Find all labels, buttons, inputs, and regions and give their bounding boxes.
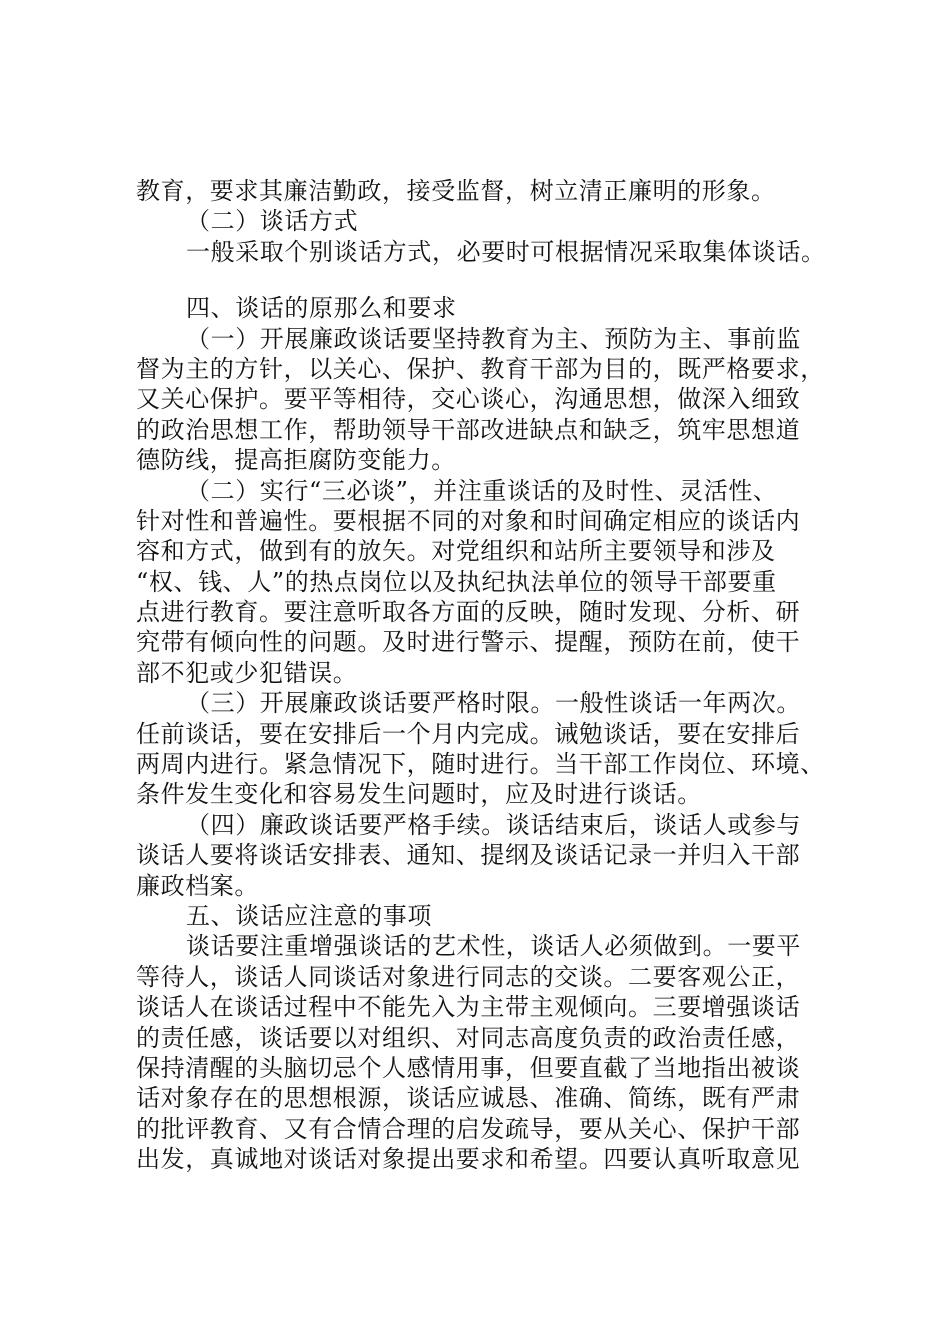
text-line: 任前谈话，要在安排后一个月内完成。诫勉谈话，要在安排后: [136, 719, 801, 748]
text-line: 谈话人要将谈话安排表、通知、提纲及谈话记录一并归入干部: [136, 841, 801, 870]
text-line: 容和方式，做到有的放矢。对党组织和站所主要领导和涉及: [136, 537, 776, 566]
text-line: 针对性和普遍性。要根据不同的对象和时间确定相应的谈话内: [136, 506, 801, 535]
text-line: 究带有倾向性的问题。及时进行警示、提醒，预防在前，使干: [136, 628, 801, 657]
document-body: [136, 176, 836, 1175]
text-line: 德防线，提高拒腐防变能力。: [136, 446, 456, 475]
text-line: （一）开展廉政谈话要坚持教育为主、预防为主、事前监: [186, 324, 801, 353]
text-line: （三）开展廉政谈话要严格时限。一般性谈话一年两次。: [186, 689, 801, 718]
text-line: 条件发生变化和容易发生问题时，应及时进行谈话。: [136, 780, 702, 809]
text-line: 两周内进行。紧急情况下，随时进行。当干部工作岗位、环境、: [136, 750, 825, 779]
text-line: 的责任感，谈话要以对组织、对同志高度负责的政治责任感，: [136, 1023, 801, 1052]
text-line: 等待人，谈话人同谈话对象进行同志的交谈。二要客观公正，: [136, 962, 801, 991]
text-line: 教育，要求其廉洁勤政，接受监督，树立清正廉明的形象。: [136, 177, 776, 205]
section-heading: 五、谈话应注意的事项: [186, 901, 432, 930]
text-line: 又关心保护。要平等相待，交心谈心，沟通思想，做深入细致: [136, 385, 801, 414]
paragraph-gap: [136, 267, 836, 293]
text-line: 廉政档案。: [136, 871, 259, 900]
text-line: 谈话要注重增强谈话的艺术性，谈话人必须做到。一要平: [186, 932, 801, 961]
text-line: 督为主的方针，以关心、保护、教育干部为目的，既严格要求，: [136, 354, 825, 383]
section-heading: （二）谈话方式: [186, 207, 359, 236]
text-line: 出发，真诚地对谈话对象提出要求和希望。四要认真听取意见: [136, 1145, 801, 1174]
section-heading: 四、谈话的原那么和要求: [186, 294, 457, 323]
text-line: 一般采取个别谈话方式，必要时可根据情况采取集体谈话。: [186, 237, 826, 266]
text-line: 的批评教育、又有合情合理的启发疏导，要从关心、保护干部: [136, 1114, 801, 1143]
text-line: 保持清醒的头脑切忌个人感情用事，但要直截了当地指出被谈: [136, 1053, 801, 1082]
text-line: 话对象存在的思想根源，谈话应诚恳、准确、简练，既有严肃: [136, 1084, 801, 1113]
text-line: 部不犯或少犯错误。: [136, 658, 358, 687]
text-line: 谈话人在谈话过程中不能先入为主带主观倾向。三要增强谈话: [136, 993, 801, 1022]
text-line: “权、钱、人”的热点岗位以及执纪执法单位的领导干部要重: [136, 567, 777, 596]
text-line: （四）廉政谈话要严格手续。谈话结束后，谈话人或参与: [186, 810, 801, 839]
text-line: 点进行教育。要注意听取各方面的反映，随时发现、分析、研: [136, 598, 801, 627]
text-line: （二）实行“三必谈”，并注重谈话的及时性、灵活性、: [186, 476, 778, 505]
text-line: 的政治思想工作，帮助领导干部改进缺点和缺乏，筑牢思想道: [136, 415, 801, 444]
